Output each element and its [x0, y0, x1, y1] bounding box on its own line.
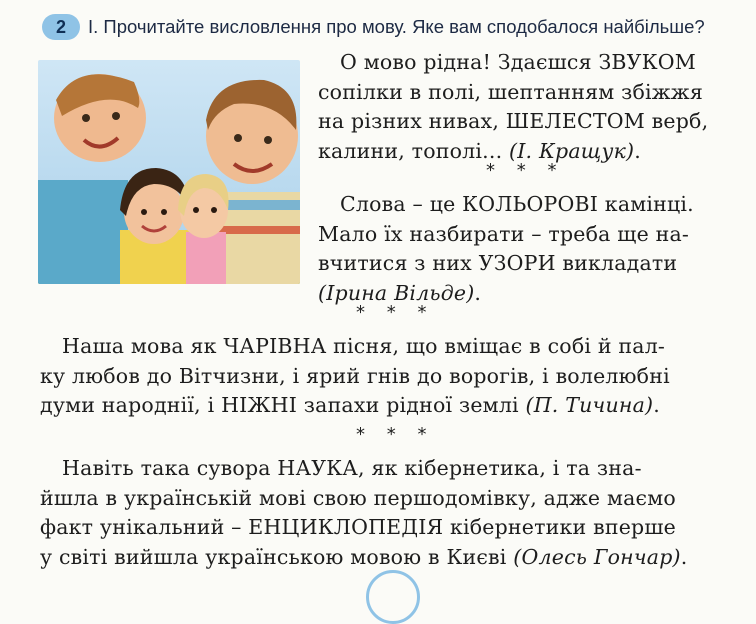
quote-line — [40, 454, 732, 484]
quote-line: йшла в українській мові свою першодомівку, адже маємо — [40, 485, 676, 510]
quote-line-text: Слова – це КОЛЬОРОВІ камінці. — [340, 192, 694, 216]
quote-line-text: у світі вийшла українською мовою в Києві — [40, 544, 507, 569]
quote-author: (Ірина Вільде) — [318, 280, 475, 305]
quote-line — [318, 190, 732, 220]
quote-line-text: думи народнії, і НІЖНІ запахи рідної землі — [40, 393, 519, 417]
quote-line: факт унікальний – ЕНЦИКЛОПЕДІЯ кібернетики вперше — [40, 515, 676, 539]
quote-author: (І. Кращук) — [509, 138, 635, 163]
quote-line-text: Наша мова як ЧАРІВНА пісня, що вміщає в собі й пал- — [62, 334, 666, 358]
quote-line: сопілки в полі, шептанням збіжжя — [318, 79, 703, 104]
separator-stars: * * * — [486, 160, 565, 181]
children-photo — [38, 60, 300, 284]
separator-stars: * * * — [356, 302, 435, 323]
quote-line — [318, 48, 732, 78]
children-photo-illustration — [38, 60, 300, 284]
quote-author: (П. Тичина) — [525, 393, 654, 417]
quote-honchar — [40, 454, 732, 572]
quote-tail: . — [634, 138, 641, 163]
quote-tail: . — [474, 280, 482, 305]
task-instruction: І. Прочитайте висловлення про мову. Яке вам сподобалося найбільше? — [88, 16, 705, 37]
quote-vilde — [318, 190, 732, 308]
quote-tychyna — [40, 332, 732, 421]
quote-line-text: О мово рідна! Здаєшся ЗВУКОМ — [340, 50, 696, 74]
quote-line: Мало їх назбирати – треба ще на- — [318, 221, 690, 246]
quote-line: вчитися з них УЗОРИ викладати — [318, 251, 678, 275]
quote-line — [40, 391, 732, 421]
next-task-circle-icon — [366, 570, 420, 624]
quote-tail: . — [680, 544, 688, 569]
quote-line: ку любов до Вітчизни, і ярий гнів до ворогів, і волелюбні — [40, 363, 670, 388]
quote-line — [40, 543, 732, 573]
quote-line: на різних нивах, ШЕЛЕСТОМ верб, — [318, 109, 709, 133]
quote-tail: . — [653, 393, 660, 417]
quote-kraschuk — [318, 48, 732, 166]
quote-author: (Олесь Гончар) — [513, 544, 681, 569]
quote-line-text: Навіть така сувора НАУКА, як кібернетика, і та зна- — [62, 456, 642, 480]
separator-stars: * * * — [356, 424, 435, 445]
quote-line — [40, 332, 732, 362]
quote-line-text: калини, тополі... — [318, 138, 503, 163]
task-header — [42, 14, 748, 40]
task-number-badge: 2 — [42, 14, 80, 40]
